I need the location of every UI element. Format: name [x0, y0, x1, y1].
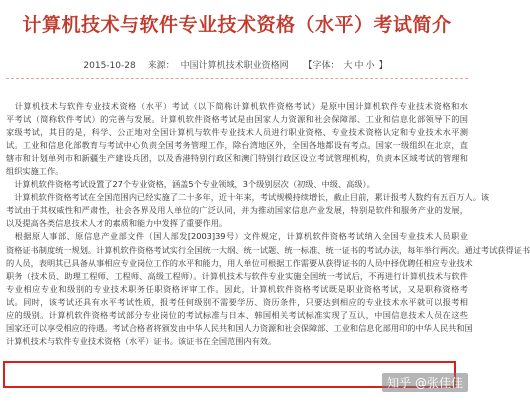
body-line: 应的级别。计算机软件资格考试部分专业岗位的考试标准与日本、韩国相关考试标准实现了互认，中国信息技术人员在这些 — [6, 309, 468, 320]
body-line: 以及提高各类信息技术人才的素质和能力中发挥了重要作用。 — [6, 218, 228, 229]
source — [145, 61, 292, 71]
watermark: 知乎 @张佳佳 — [382, 373, 468, 392]
body-line: 职务（技术员、助理工程师、工程师、高级工程师）。计算机技术与软件专业实施全国统一考试后，不再进行计算机技术与软件 — [6, 270, 468, 281]
body-line: 考试由于其权威性和严肃性，社会各界及用人单位的广泛认同，并为推动国家信息产业发展，特别是软件和服务产业的发展， — [6, 205, 468, 216]
body-line: 根据原人事部、原信息产业部文件（国人部发[2003]39号）文件规定，计算机软件资格考试纳入全国专业技术人员职业 — [6, 231, 468, 242]
font-size-switcher — [301, 61, 391, 71]
body-line: 的人员，表明其已具备从事相应专业岗位工作的水平和能力，用人单位可根据工作需要从获得证书的人员中择优聘任相应专业技术 — [6, 257, 473, 268]
body-line: 试。工业和信息化部教育与考试中心负责全国考务管理工作，除台湾地区外，全国各地都设有考点。国家一级组织在北京，直 — [6, 140, 468, 151]
article-body — [6, 100, 530, 348]
body-line: 组织实施工作。 — [6, 166, 64, 177]
body-line: 家级考试，其目的是，科学、公正地对全国计算机与软件专业技术人员进行职业资格、专业技术资格认定和专业技术水平测 — [6, 127, 468, 138]
source-label: 来源： — [147, 61, 175, 71]
font-size-large-link[interactable]: 大 — [343, 61, 353, 71]
header-divider — [6, 78, 468, 79]
source-name: 中国计算机技术职业资格网 — [180, 61, 289, 71]
body-line: 计算机软件资格考试在全国范围内已经实施了二十多年，近十年来，考试规模持续增长，截止目前，累计报考人数约有五百万人。该 — [6, 192, 490, 203]
body-line: 资格证书制度统一规划。计算机软件资格考试实行全国统一大纲、统一试题、统一标准、统一证书的考试办法，每年举行两次。通过考试获得证书 — [6, 244, 530, 255]
body-line: 计算机技术与软件专业技术资格（水平）考试（以下简称计算机软件资格考试）是原中国计算机软件专业技术资格和水 — [6, 101, 468, 111]
body-line: 计算机软件资格考试设置了27个专业资格，涵盖5个专业领域，3个级别层次（初级、中级、高级）。 — [6, 179, 375, 190]
body-line: 辖市和计划单列市和新疆生产建设兵团，以及香港特别行政区和澳门特别行政区设立考试管理机构，负责本区域考试的管理和 — [6, 153, 468, 164]
body-line: 试。同时，该考试还具有水平考试性质，报考任何级别不需要学历、资历条件，只要达到相应的专业技术水平就可以报考相 — [6, 296, 468, 307]
font-size-open: 【字体： — [303, 61, 340, 71]
font-size-small-link[interactable]: 小 — [365, 61, 375, 71]
body-line: 专业相应专业和级别的专业技术职务任职资格评审工作。因此，计算机软件资格考试既是职业资格考试，又是职称资格考 — [6, 283, 468, 294]
body-line: 国家还可以享受相应的待遇。考试合格者将颁发由中华人民共和国人力资源和社会保障部、工业和信息化部用印的中华人民共和国 — [6, 322, 473, 333]
font-size-close: 】 — [378, 61, 388, 71]
publish-date: 2015-10-28 — [83, 61, 136, 71]
font-size-medium-link[interactable]: 中 — [354, 61, 364, 71]
body-line: 平考试（简称软件考试）的完善与发展。计算机软件资格考试是由国家人力资源和社会保障部、工业和信息化部领导下的国 — [6, 114, 468, 125]
article-meta — [0, 58, 474, 71]
article-title: 计算机技术与软件专业技术资格（水平）考试简介 — [22, 14, 452, 36]
body-line: 计算机技术与软件专业技术资格（水平）证书。该证书在全国范围内有效。 — [6, 335, 277, 346]
